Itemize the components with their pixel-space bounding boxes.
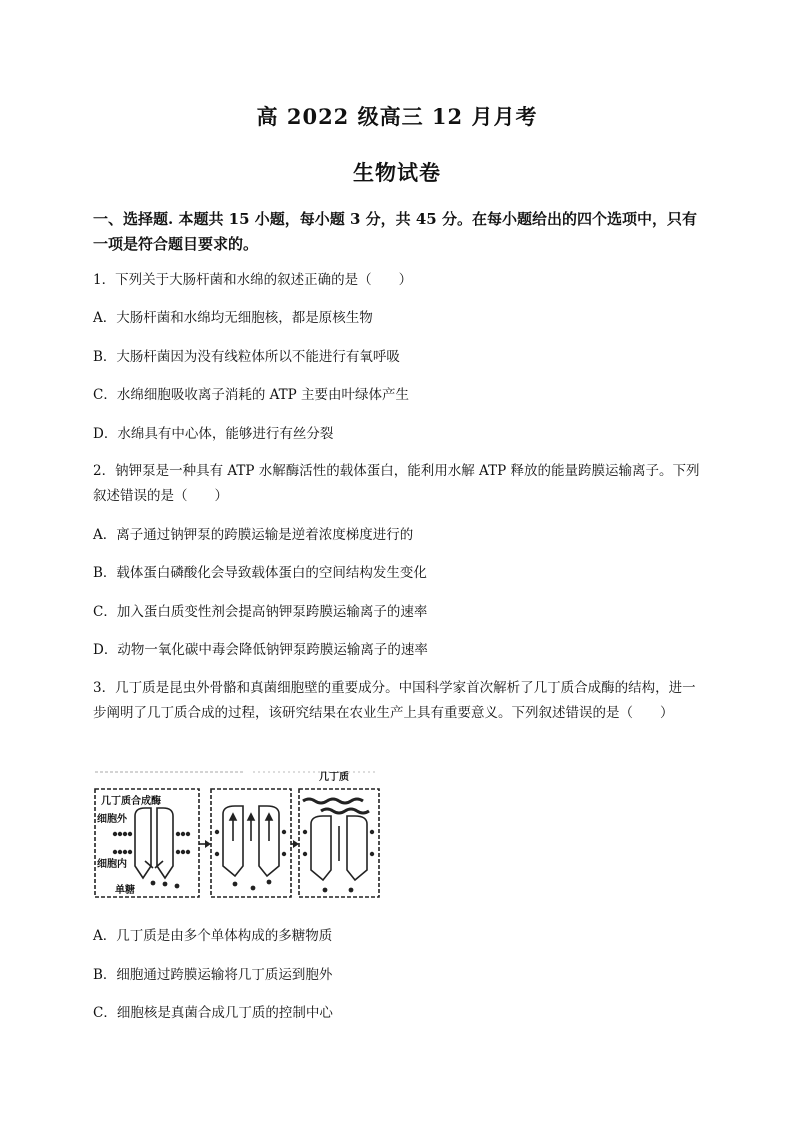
section-heading: 一、选择题. 本题共 15 小题，每小题 3 分，共 45 分。在每小题给出的四个选项中，只有一项是符合题目要求的。	[93, 210, 697, 253]
question-1-stem: 1．下列关于大肠杆菌和水绵的叙述正确的是（ ）	[93, 272, 413, 288]
question-3-option-a: A．几丁质是由多个单体构成的多糖物质	[93, 928, 333, 944]
enzyme-shape	[135, 808, 173, 878]
subject-title: 生物试卷	[353, 160, 441, 185]
enzyme-shape	[223, 806, 279, 876]
question-2-option-d: D．动物一氧化碳中毒会降低钠钾泵跨膜运输离子的速率	[93, 642, 428, 658]
question-1-option-c: C．水绵细胞吸收离子消耗的 ATP 主要由叶绿体产生	[93, 387, 410, 403]
label-enzyme: 几丁质合成酶	[101, 796, 161, 807]
question-3-option-c: C．细胞核是真菌合成几丁质的控制中心	[93, 1005, 333, 1021]
question-3-stem: 3．几丁质是昆虫外骨骼和真菌细胞壁的重要成分。中国科学家首次解析了几丁质合成酶的结构，进一步阐明了几丁质合成的过程，该研究结果在农业生产上具有重要意义。下列叙述错误的是（ ）	[93, 680, 696, 721]
chitin-chain	[303, 799, 369, 813]
label-inside: 细胞内	[97, 859, 127, 870]
arrow-icon	[291, 840, 299, 848]
monomer-dots	[323, 888, 354, 893]
exam-title: 高 2022 级高三 12 月月考	[256, 104, 538, 129]
monomer-dots	[151, 881, 180, 889]
label-outside: 细胞外	[97, 814, 127, 825]
chitin-synthase-figure	[93, 766, 383, 900]
question-1-option-a: A．大肠杆菌和水绵均无细胞核，都是原核生物	[93, 310, 373, 326]
question-2-option-b: B．载体蛋白磷酸化会导致载体蛋白的空间结构发生变化	[93, 565, 427, 581]
question-2-stem: 2．钠钾泵是一种具有 ATP 水解酶活性的载体蛋白，能利用水解 ATP 释放的能量跨膜运输离子。下列叙述错误的是（ ）	[93, 463, 700, 504]
label-chitin: 几丁质	[319, 772, 349, 783]
question-3-option-b: B．细胞通过跨膜运输将几丁质运到胞外	[93, 967, 333, 983]
question-1-option-d: D．水绵具有中心体，能够进行有丝分裂	[93, 426, 334, 442]
question-2-option-a: A．离子通过钠钾泵的跨膜运输是逆着浓度梯度进行的	[93, 527, 414, 543]
enzyme-shape	[311, 816, 367, 880]
question-2-option-c: C．加入蛋白质变性剂会提高钠钾泵跨膜运输离子的速率	[93, 604, 428, 620]
label-monomer: 单糖	[115, 885, 135, 896]
monomer-dots	[233, 880, 272, 891]
arrow-icon	[199, 840, 211, 848]
question-1-option-b: B．大肠杆菌因为没有线粒体所以不能进行有氧呼吸	[93, 349, 400, 365]
